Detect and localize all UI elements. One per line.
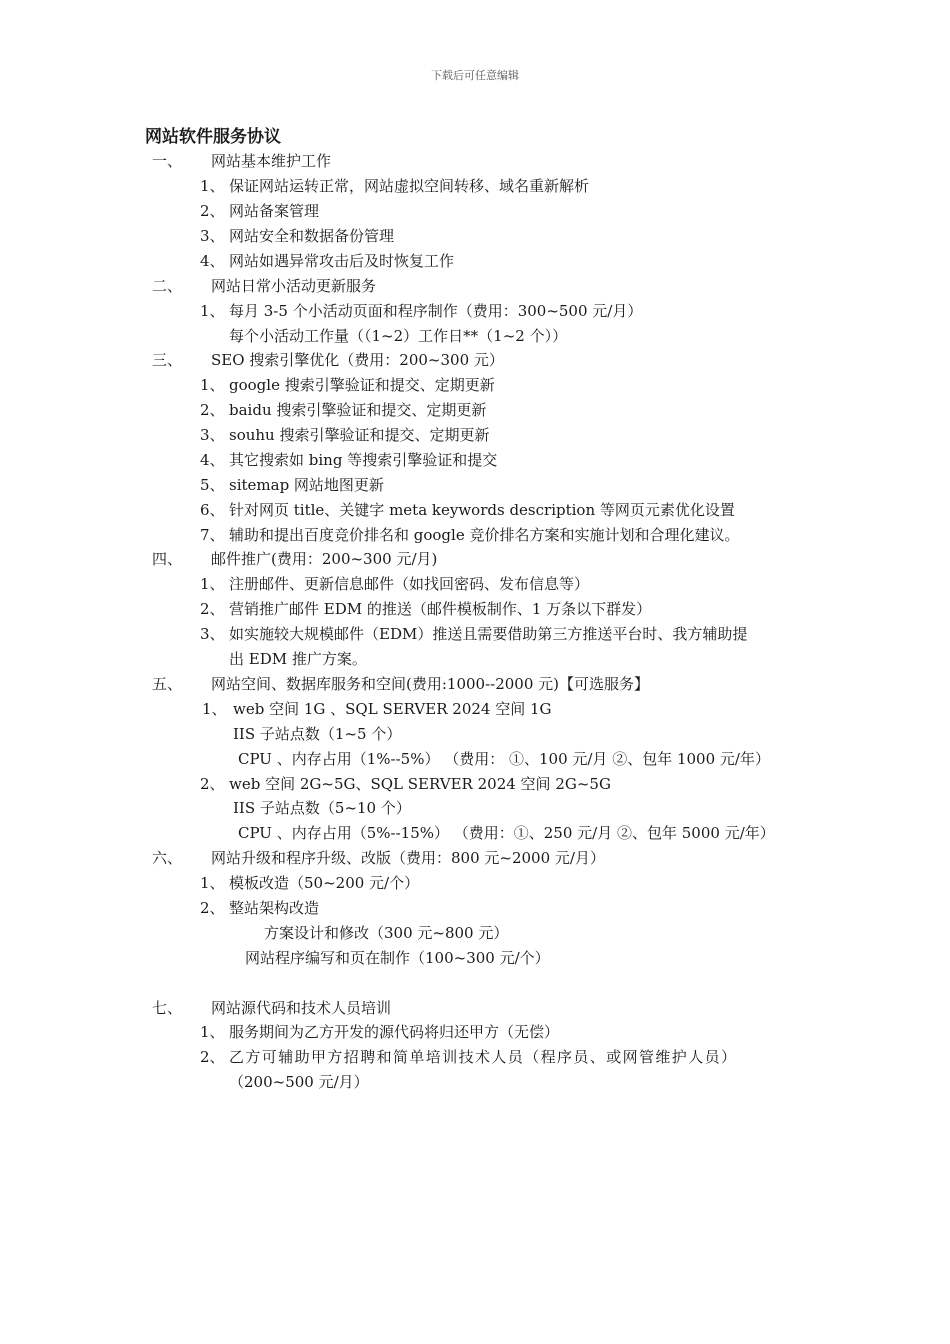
item-text: 注册邮件、更新信息邮件（如找回密码、发布信息等） — [229, 575, 590, 593]
item-number: 2、 — [200, 202, 225, 220]
section-title: 网站源代码和技术人员培训 — [211, 999, 392, 1017]
item-text: 模板改造（50~200 元/个） — [229, 874, 420, 892]
item-sub-line: 方案设计和修改（300 元~800 元） — [264, 924, 509, 942]
section-number: 六、 — [152, 849, 183, 867]
item-number: 1、 — [200, 376, 225, 394]
item-text: 营销推广邮件 EDM 的推送（邮件模板制作、1 万条以下群发） — [229, 600, 652, 618]
item-number: 5、 — [200, 476, 225, 494]
section-title: 邮件推广(费用：200~300 元/月) — [211, 550, 438, 568]
item-text: 网站备案管理 — [229, 202, 320, 220]
item-text: 服务期间为乙方开发的源代码将归还甲方（无偿） — [229, 1023, 560, 1041]
item-text: 网站如遇异常攻击后及时恢复工作 — [229, 252, 455, 270]
item-number: 4、 — [200, 252, 225, 270]
item-sub-line: CPU 、内存占用（5%--15%） （费用：①、250 元/月 ②、包年 5000 元/年） — [238, 824, 775, 842]
item-number: 4、 — [200, 451, 225, 469]
item-continuation: （200~500 元/月） — [229, 1073, 369, 1091]
item-text: sitemap 网站地图更新 — [229, 476, 384, 494]
item-number: 3、 — [200, 426, 225, 444]
item-number: 3、 — [200, 625, 225, 643]
item-text: google 搜索引擎验证和提交、定期更新 — [229, 376, 495, 394]
section-title: 网站日常小活动更新服务 — [211, 277, 377, 295]
section-title: 网站空间、数据库服务和空间(费用:1000--2000 元)【可选服务】 — [211, 675, 650, 693]
item-text: 网站安全和数据备份管理 — [229, 227, 395, 245]
item-number: 1、 — [200, 575, 225, 593]
item-text: 如实施较大规模邮件（EDM）推送且需要借助第三方推送平台时、我方辅助提 — [229, 625, 748, 643]
item-text: 每月 3-5 个小活动页面和程序制作（费用：300~500 元/月） — [229, 302, 643, 320]
item-number: 1、 — [202, 700, 227, 718]
item-text: 整站架构改造 — [229, 899, 320, 917]
item-number: 1、 — [200, 302, 225, 320]
item-text: web 空间 2G~5G、SQL SERVER 2024 空间 2G~5G — [229, 775, 611, 793]
item-continuation: 出 EDM 推广方案。 — [229, 650, 367, 668]
item-number: 1、 — [200, 177, 225, 195]
item-number: 2、 — [200, 899, 225, 917]
item-number: 2、 — [200, 775, 225, 793]
section-number: 一、 — [152, 152, 183, 170]
section-title: 网站基本维护工作 — [211, 152, 332, 170]
item-number: 2、 — [200, 600, 225, 618]
section-number: 七、 — [152, 999, 183, 1017]
section-number: 四、 — [152, 550, 183, 568]
item-sub-line: IIS 子站点数（5~10 个） — [233, 799, 411, 817]
item-number: 3、 — [200, 227, 225, 245]
item-sub-line: IIS 子站点数（1~5 个） — [233, 725, 402, 743]
item-text: baidu 搜索引擎验证和提交、定期更新 — [229, 401, 487, 419]
section-title: SEO 搜索引擎优化（费用：200~300 元） — [211, 351, 504, 369]
item-text: web 空间 1G 、SQL SERVER 2024 空间 1G — [233, 700, 552, 718]
item-number: 6、 — [200, 501, 225, 519]
document-title: 网站软件服务协议 — [145, 127, 281, 147]
header-note: 下载后可任意编辑 — [431, 69, 519, 82]
section-number: 五、 — [152, 675, 183, 693]
item-continuation: 每个小活动工作量（（1~2）工作日**（1~2 个）） — [229, 327, 568, 345]
item-number: 7、 — [200, 526, 225, 544]
item-text: souhu 搜索引擎验证和提交、定期更新 — [229, 426, 490, 444]
section-number: 三、 — [152, 351, 183, 369]
item-number: 1、 — [200, 1023, 225, 1041]
item-number: 2、 — [200, 401, 225, 419]
item-text: 其它搜索如 bing 等搜索引擎验证和提交 — [229, 451, 498, 469]
item-sub-line: 网站程序编写和页在制作（100~300 元/个） — [245, 949, 550, 967]
item-text: 针对网页 title、关键字 meta keywords description 等网页元素优化设置 — [229, 501, 735, 519]
item-number: 2、 — [200, 1048, 225, 1066]
item-sub-line: CPU 、内存占用（1%--5%） （费用： ①、100 元/月 ②、包年 1000 元/年） — [238, 750, 770, 768]
section-number: 二、 — [152, 277, 183, 295]
item-text: 辅助和提出百度竞价排名和 google 竞价排名方案和实施计划和合理化建议。 — [229, 526, 740, 544]
item-text: 保证网站运转正常，网站虚拟空间转移、域名重新解析 — [229, 177, 590, 195]
section-title: 网站升级和程序升级、改版（费用：800 元~2000 元/月） — [211, 849, 605, 867]
item-text: 乙方可辅助甲方招聘和简单培训技术人员（程序员、或网管维护人员） — [229, 1048, 738, 1066]
item-number: 1、 — [200, 874, 225, 892]
